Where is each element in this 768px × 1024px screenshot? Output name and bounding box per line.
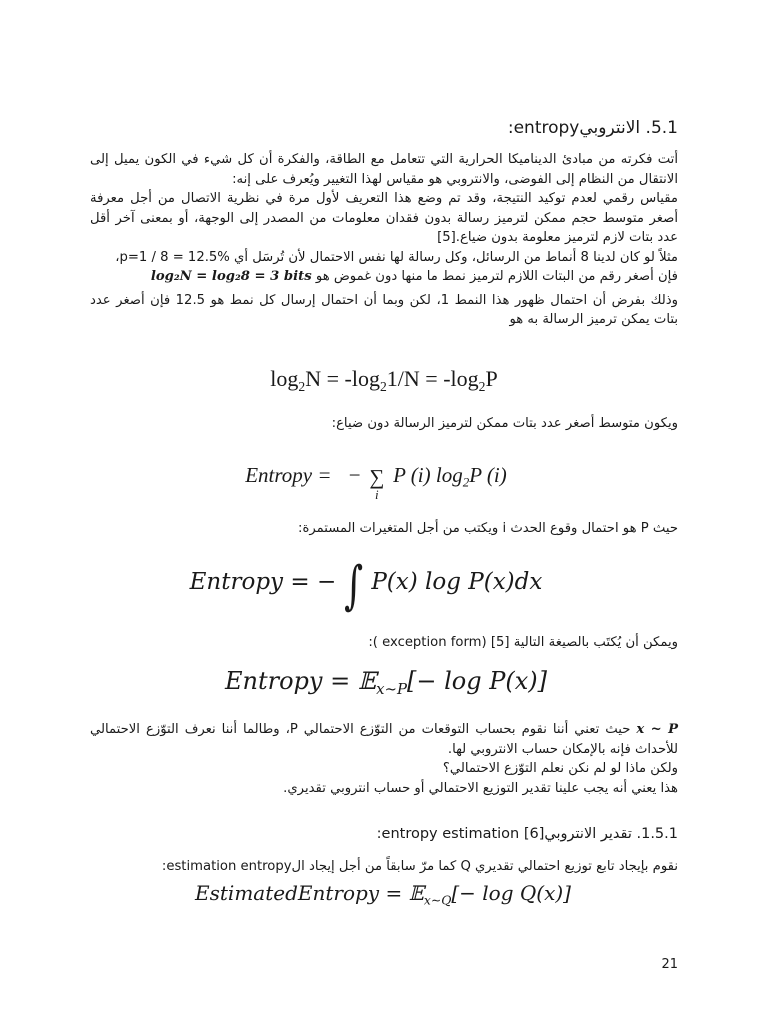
section-heading: 5.1. الانتروبيentropy: [507, 118, 678, 138]
paragraph-intro: أتت فكرته من مبادئ الديناميكا الحرارية التي تتعامل مع الطاقة، والفكرة أن كل شيء في الكون يميل إلى الانتقال من النظام إلى الفوضى، والانتروبي هو مقياس لهذا التغيير ويُعرف على إنه: [90, 152, 678, 187]
paragraph-expectation: x ~ P حيث تعني أننا نقوم بحساب التوقعات من التوّزع الاحتمالي P، وطالما أننا نعرف التوّزع الاحتمالي للأحداث فإنه بالإمكان حساب الانتروبي لها. [90, 722, 679, 757]
paragraph-average: ويكون متوسط أصغر عدد بتات ممكن لترميز الرسالة دون ضياع: [331, 416, 678, 431]
body-paragraphs [90, 150, 678, 330]
body-paragraphs-2 [90, 720, 678, 798]
paragraph-continuous: حيث P هو احتمال وقوع الحدث i ويكتب من أجل المتغيرات المستمرة: [298, 521, 678, 536]
equation-entropy-integral: Entropy = − ∫ P(x) log P(x)dx [189, 556, 543, 616]
paragraph-estimate: هذا يعني أنه يجب علينا تقدير التوزيع الاحتمالي أو حساب انتروبي تقديري. [283, 780, 678, 796]
paragraph-bits [90, 267, 678, 287]
paragraph-exception-form: ويمكن أن يُكتَب بالصيغة التالية [5] (exception form ): [368, 635, 678, 650]
equation-log: $\log_2N = -\log_21/N = -\log_2P$ [270, 366, 498, 394]
paragraph-estimation: نقوم بإيجاد تابع توزيع احتمالي تقديري Q كما مرّ سابقاً من أجل إيجاد الestimation entropy: [161, 859, 678, 874]
paragraph-bits-text: فإن أصغر رقم من البتات اللازم لترميز نمط ما منها دون غموض هو [315, 269, 678, 284]
equation-estimated-entropy: EstimatedEntropy = 𝔼$_{x\sim Q}$[− log Q(x)] [195, 881, 571, 908]
paragraph-question: ولكن ماذا لو لم نكن نعلم التوّزع الاحتمالي؟ [442, 761, 678, 776]
equation-entropy-sum: Entropy = − ∑ i P (i) $\log_2P$ (i) [245, 463, 507, 502]
page-number: 21 [661, 957, 678, 972]
integral-symbol: ∫ [344, 556, 364, 616]
subsection-heading: 1.5.1. تقدير الانتروبي[6] entropy estimation: [376, 826, 678, 842]
inline-math-log: log₂N = log₂8 = 3 bits [150, 269, 312, 284]
equation-entropy-expectation: Entropy = 𝔼$_{x\sim P}$[− log P(x)] [225, 667, 547, 699]
paragraph-example: مثلاً لو كان لدينا 8 أنماط من الرسائل، وكل رسالة لها نفس الاحتمال لأن تُرسَل أي p=1 / 8 = 12.5%، [115, 249, 678, 265]
paragraph-definition: مقياس رقمي لعدم توكيد النتيجة، وقد تم وضع هذا التعريف لأول مرة في نظرية الاتصال من أجل معرفة أصغر متوسط حجم ممكن لترميز رسالة بدون فقدان معلومات من المصدر إلى الوجهة، أو بمعنى آخر أقل عدد بتات لازم لترميز معلومة بدون ضياع.[5] [90, 191, 678, 245]
inline-math-xp: x ~ P [636, 722, 679, 737]
paragraph-assumption: وذلك بفرض أن احتمال ظهور هذا النمط 1، لكن وبما أن احتمال إرسال كل نمط هو 12.5 فإن أصغر عدد بتات يمكن ترميز الرسالة به هو [90, 292, 679, 327]
sum-symbol: ∑ i [369, 465, 385, 502]
